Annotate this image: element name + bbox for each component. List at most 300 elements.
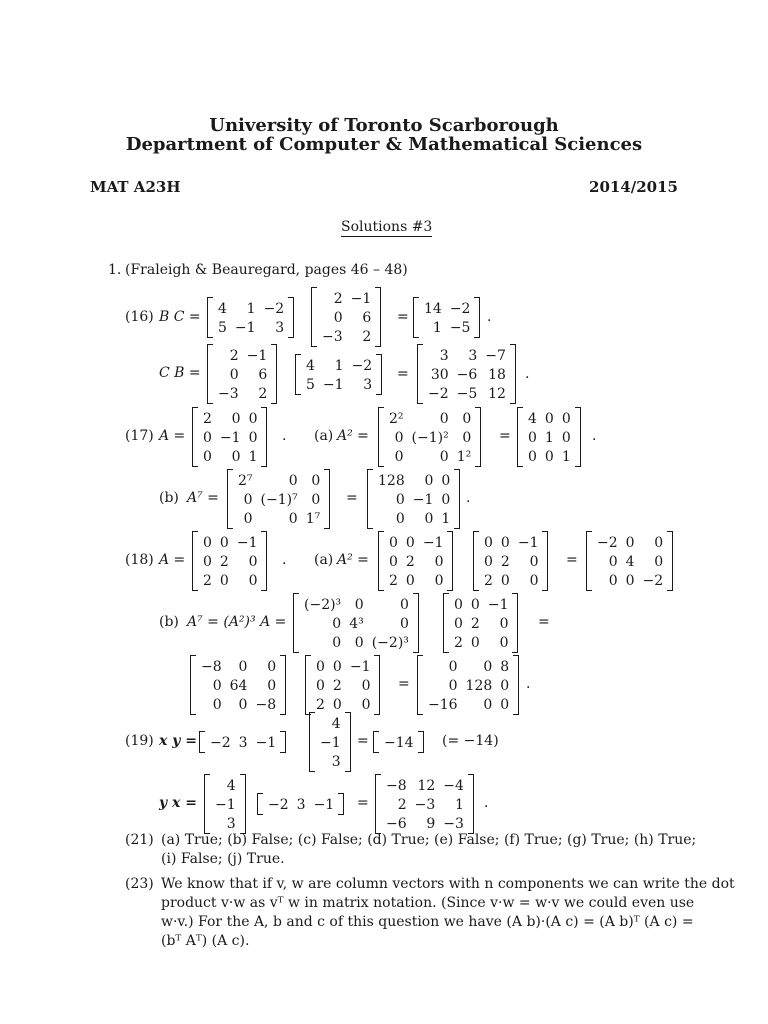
matrix-entry: 0 [500,677,510,694]
matrix-entry: 0 [470,634,480,651]
matrix-entry: −2 [597,534,618,551]
matrix-entry: 2 [229,347,239,364]
matrix-entry: (−2)³ [304,596,342,613]
matrix-entry: 1 [248,448,258,465]
matrix-entry: 0 [424,472,434,489]
matrix-entry: −2 [263,300,285,317]
a-seventh-label: A⁷ = [187,490,219,506]
right-bracket [475,407,481,467]
matrix-entry: 0 [654,534,664,551]
matrix-entry: 0 [544,448,554,465]
left-bracket [295,354,301,395]
left-bracket [417,655,423,715]
right-bracket [375,287,381,347]
xy-label: x y = [159,733,197,749]
part-a-label: (a) [314,428,334,444]
matrix-entry: −8 [386,777,407,794]
matrix-entry: 1² [456,448,472,465]
matrix-A-seventh [424,657,513,714]
matrix-entry: 0 [399,596,409,613]
matrix-entry: 0 [441,472,451,489]
left-bracket [204,774,210,834]
left-bracket [207,344,213,404]
matrix-entry: 2 [258,385,268,402]
right-bracket [413,593,419,653]
matrix-entry: 2⁷ [238,472,253,489]
left-bracket [378,407,384,467]
matrix-entry: −2 [268,796,289,813]
right-bracket [468,774,474,834]
row-vector-x [264,795,338,814]
equals-sign: = [397,309,409,325]
a-label: A = [159,428,186,444]
part-b-label: (b) [159,490,179,506]
equals-sign: = [538,614,550,630]
matrix-CB [424,346,510,403]
matrix-entry: 0 [625,572,635,589]
matrix-entry: 0 [625,534,635,551]
matrix-entry: −1 [313,796,335,813]
matrix-entry: 0 [441,491,451,508]
right-bracket [418,731,424,753]
matrix-entry: 0 [454,615,463,632]
matrix-entry: 0 [395,491,405,508]
left-bracket [190,655,196,715]
matrix-entry: 0 [267,658,277,675]
matrix-xy [380,733,418,752]
problem-23-line-4: (bᵀ Aᵀ) (A c). [161,933,250,949]
right-bracket [324,469,330,529]
matrix-entry: 0 [231,410,241,427]
equals-sign: = [398,676,410,692]
matrix-entry: 4³ [349,615,364,632]
matrix-entry: −3 [322,328,343,345]
matrix-entry: (−1)² [411,429,449,446]
matrix-entry: −1 [320,734,341,751]
question-reference: (Fraleigh & Beauregard, pages 46 – 48) [125,262,408,278]
right-bracket [288,297,294,338]
matrix-yx [382,776,468,833]
matrix-entry: 0 [608,553,618,570]
left-bracket [378,531,384,591]
right-bracket [575,407,581,467]
problem-18-number: (18) [125,552,154,568]
problem-21-line-2: (i) False; (j) True. [161,851,285,867]
matrix-entry: 4 [306,357,315,374]
period: . [525,366,530,382]
matrix-entry: 1 [441,510,451,527]
problem-19-number: (19) [125,733,154,749]
matrix-entry: 0 [332,634,342,651]
a-label: A = [159,552,186,568]
matrix-entry: 0 [354,596,364,613]
matrix-entry: −1 [215,796,236,813]
matrix-entry: 0 [248,572,258,589]
matrix-entry: 4 [331,715,341,732]
document-subtitle: Solutions #3 [341,219,433,235]
right-bracket [454,469,460,529]
matrix-entry: 0 [462,410,472,427]
matrix-entry: 2 [500,553,510,570]
matrix-entry: 0 [454,596,463,613]
matrix-entry: −4 [443,777,464,794]
left-bracket [517,407,523,467]
matrix-entry: 0 [528,448,537,465]
matrix-entry: 0 [316,658,325,675]
equals-sign: = [346,490,358,506]
matrix-entry: −7 [485,347,506,364]
matrix-entry: 2 [470,615,480,632]
matrix-entry: 3 [275,319,285,336]
matrix-BC [420,299,474,337]
matrix-entry: −2 [428,385,449,402]
matrix-entry: 2 [454,634,463,651]
left-bracket [375,774,381,834]
matrix-entry: −1 [219,429,241,446]
question-number: 1. [108,262,122,278]
matrix-entry: −1 [234,319,256,336]
period: . [466,490,471,506]
problem-17-number: (17) [125,428,154,444]
yx-label: y x = [159,795,197,811]
matrix-entry: 0 [332,696,342,713]
matrix-entry: 1 [544,429,554,446]
matrix-entry: 30 [430,366,449,383]
matrix-entry: 0 [203,534,212,551]
problem-23-line-1: We know that if v, w are column vectors with n components we can write the dot [161,876,735,892]
matrix-entry: 0 [529,553,539,570]
right-bracket [271,344,277,404]
matrix-B [214,299,288,337]
matrix-entry: 0 [361,696,371,713]
matrix-entry: 0 [484,534,493,551]
matrix-A-squared [524,409,575,466]
matrix-entry: 0 [448,677,458,694]
matrix-entry: 0 [332,658,342,675]
matrix-entry: −2 [210,734,231,751]
matrix-entry: 128 [378,472,405,489]
matrix-entry: 0 [316,677,325,694]
period: . [282,428,287,444]
matrix-A [480,533,542,590]
matrix-entry: 3 [226,815,236,832]
matrix-entry: 0 [405,572,415,589]
matrix-entry: −2 [642,572,664,589]
matrix-entry: 0 [448,658,458,675]
matrix-entry: 14 [424,300,442,317]
matrix-entry: 0 [561,429,571,446]
matrix-entry: 3 [331,753,341,770]
matrix-entry: −1 [350,290,372,307]
matrix-entry: −3 [218,385,239,402]
matrix-entry: 0 [462,429,472,446]
right-bracket [261,407,267,467]
matrix-entry: 2 [333,290,343,307]
matrix-entry: 0 [394,429,404,446]
problem-21-line-1: (a) True; (b) False; (c) False; (d) True; (e) False; (f) True; (g) True; (h) True; [161,832,697,848]
matrix-entry: 0 [561,410,571,427]
matrix-entry: 3 [296,796,306,813]
matrix-entry: 0 [219,534,229,551]
period: . [592,428,597,444]
matrix-entry: −1 [236,534,258,551]
matrix-entry: 0 [389,534,398,551]
course-code: MAT A23H [90,178,181,196]
matrix-entry: 0 [243,510,253,527]
period: . [484,795,489,811]
matrix-B [302,356,376,394]
matrix-entry: (−1)⁷ [260,491,298,508]
matrix-entry: 128 [465,677,493,694]
left-bracket [373,731,379,753]
matrix-entry: 0 [528,429,537,446]
matrix-entry: 0 [229,366,239,383]
matrix-entry: 3 [468,347,478,364]
matrix-entry: 1 [432,319,442,336]
matrix-entry: 0 [394,448,404,465]
matrix-entry: 4 [226,777,236,794]
left-bracket [309,712,315,772]
matrix-entry: −1 [517,534,539,551]
matrix-entry: 0 [500,572,510,589]
matrix-entry: −3 [414,796,436,813]
matrix-entry: 0 [212,677,222,694]
part-b-label: (b) [159,614,179,630]
left-bracket [311,287,317,347]
matrix-entry: −1 [487,596,509,613]
matrix-entry: 4 [528,410,537,427]
matrix-entry: −14 [384,734,414,751]
matrix-entry: (−2)³ [371,634,409,651]
matrix-entry: 1 [246,300,256,317]
problem-16-number: (16) [125,309,154,325]
matrix-entry: 2 [397,796,407,813]
matrix-entry: −16 [428,696,458,713]
matrix-entry: 0 [203,553,212,570]
row-vector-x [206,733,280,752]
equals-sign: = [357,795,369,811]
matrix-entry: 3 [363,376,373,393]
matrix-entry: −1 [349,658,371,675]
matrix-entry: 0 [311,491,321,508]
matrix-entry: 0 [434,572,444,589]
matrix-entry: 0 [231,448,241,465]
matrix-entry: 0 [395,510,405,527]
left-bracket [293,593,299,653]
matrix-entry: 0 [544,410,554,427]
left-bracket [227,469,233,529]
matrix-entry: 0 [499,634,509,651]
matrix-entry: 2 [405,553,415,570]
department-title: Department of Computer & Mathematical Sciences [125,134,643,155]
matrix-entry: 12 [488,385,506,402]
a-squared-label: A² = [337,552,369,568]
matrix-A-squared-terms [385,409,475,466]
period: . [526,676,531,692]
scalar-note: (= −14) [442,733,499,749]
matrix-entry: 2 [332,677,342,694]
matrix-entry: 0 [483,658,493,675]
matrix-entry: 0 [608,572,618,589]
right-bracket [376,354,382,395]
equals-sign: = [357,733,369,749]
matrix-entry: 2² [389,410,404,427]
matrix-entry: −1 [322,376,344,393]
matrix-A-squared-cubed-terms [300,595,413,652]
bc-label: B C = [159,309,201,325]
column-vector-y [211,776,240,833]
matrix-entry: 0 [424,510,434,527]
matrix-entry: −5 [456,385,478,402]
matrix-entry: 64 [229,677,248,694]
matrix-entry: 0 [243,491,253,508]
matrix-entry: −3 [443,815,464,832]
matrix-entry: 0 [248,410,258,427]
matrix-entry: 3 [439,347,449,364]
matrix-A [199,533,261,590]
matrix-entry: 0 [434,553,444,570]
matrix-A-squared-cubed [197,657,280,714]
matrix-entry: 0 [483,696,493,713]
matrix-A-squared [593,533,667,590]
matrix-entry: 0 [248,429,258,446]
left-bracket [257,793,263,815]
matrix-entry: 2 [203,572,212,589]
matrix-A [385,533,447,590]
matrix-entry: 0 [238,658,248,675]
equals-sign: = [499,428,511,444]
left-bracket [199,731,205,753]
matrix-entry: 0 [248,553,258,570]
a-squared-label: A² = [337,428,369,444]
problem-23-number: (23) [125,876,154,892]
matrix-entry: 0 [500,696,510,713]
matrix-A [312,657,374,714]
period: . [282,552,287,568]
matrix-entry: 2 [219,553,229,570]
matrix-entry: −6 [386,815,407,832]
matrix-entry: 0 [470,596,480,613]
left-bracket [473,531,479,591]
matrix-entry: 9 [426,815,436,832]
matrix-A-seventh [374,471,454,528]
right-bracket [261,531,267,591]
right-bracket [280,731,286,753]
matrix-C [214,346,271,403]
matrix-entry: −6 [456,366,478,383]
matrix-entry: 6 [362,309,372,326]
matrix-entry: 2 [389,572,398,589]
matrix-entry: 0 [399,615,409,632]
matrix-entry: 2 [316,696,325,713]
matrix-entry: 4 [625,553,635,570]
matrix-entry: 18 [488,366,506,383]
matrix-entry: 4 [218,300,227,317]
matrix-entry: 1 [334,357,344,374]
matrix-entry: 1⁷ [305,510,321,527]
right-bracket [280,655,286,715]
right-bracket [474,297,480,338]
matrix-entry: −1 [422,534,444,551]
a-seventh-expression: A⁷ = (A²)³ A = [187,614,287,630]
matrix-entry: 0 [288,472,298,489]
matrix-entry: −5 [449,319,471,336]
matrix-entry: 0 [499,615,509,632]
matrix-entry: −8 [201,658,222,675]
matrix-entry: 0 [311,472,321,489]
right-bracket [345,712,351,772]
cb-label: C B = [159,365,201,381]
matrix-C [318,289,375,346]
left-bracket [367,469,373,529]
period: . [487,309,492,325]
matrix-entry: 2 [484,572,493,589]
matrix-entry: 12 [417,777,436,794]
part-a-label: (a) [314,552,334,568]
left-bracket [192,531,198,591]
matrix-A [199,409,261,466]
matrix-entry: 0 [389,553,398,570]
matrix-entry: 0 [484,553,493,570]
matrix-entry: 0 [529,572,539,589]
right-bracket [667,531,673,591]
matrix-entry: −1 [246,347,268,364]
matrix-entry: 5 [218,319,227,336]
right-bracket [513,655,519,715]
right-bracket [512,593,518,653]
university-title: University of Toronto Scarborough [209,115,559,136]
column-vector-y [316,714,345,771]
problem-23-line-3: w·v.) For the A, b and c of this question we have (A b)·(A c) = (A b)ᵀ (A c) = [161,914,694,930]
right-bracket [510,344,516,404]
right-bracket [338,793,344,815]
matrix-entry: 6 [258,366,268,383]
matrix-entry: 5 [306,376,315,393]
equals-sign: = [566,552,578,568]
problem-23-line-2: product v·w as vᵀ w in matrix notation. (Since v·w = w·v we could even use [161,895,695,911]
right-bracket [240,774,246,834]
matrix-A-seventh-terms [234,471,324,528]
matrix-entry: 0 [219,572,229,589]
matrix-entry: 0 [238,696,248,713]
matrix-entry: 3 [238,734,248,751]
matrix-entry: 0 [439,410,449,427]
matrix-entry: 0 [332,615,342,632]
left-bracket [305,655,311,715]
matrix-entry: 0 [500,534,510,551]
left-bracket [586,531,592,591]
matrix-entry: 0 [361,677,371,694]
matrix-entry: 0 [203,429,212,446]
matrix-entry: −1 [255,734,277,751]
matrix-entry: −2 [351,357,373,374]
matrix-entry: 0 [354,634,364,651]
matrix-entry: 0 [333,309,343,326]
matrix-entry: 1 [561,448,571,465]
matrix-A [450,595,512,652]
left-bracket [417,344,423,404]
matrix-entry: −8 [255,696,277,713]
matrix-entry: 0 [288,510,298,527]
matrix-entry: 0 [212,696,222,713]
left-bracket [207,297,213,338]
matrix-entry: 2 [203,410,212,427]
right-bracket [374,655,380,715]
equals-sign: = [397,366,409,382]
matrix-entry: 0 [654,553,664,570]
left-bracket [192,407,198,467]
matrix-entry: 0 [439,448,449,465]
